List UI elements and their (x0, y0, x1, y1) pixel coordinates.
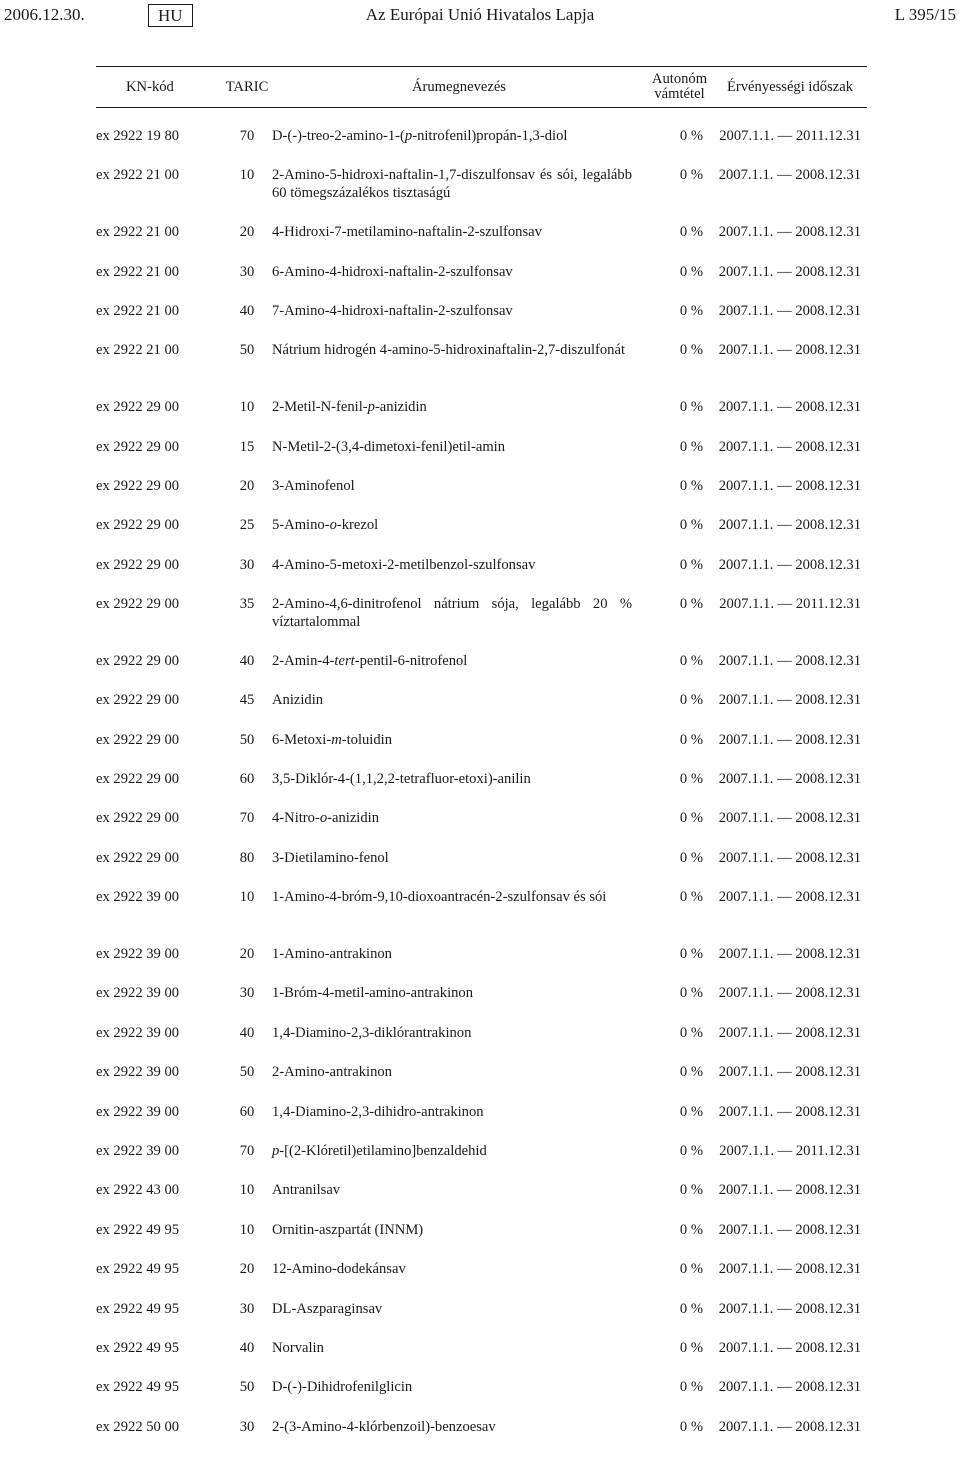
table-row (96, 166, 867, 223)
table-row (96, 1024, 867, 1063)
validity-period-cell: 2007.1.1. — 2008.12.31 (718, 1300, 861, 1317)
cn-code-cell: ex 2922 39 00 (96, 1064, 180, 1081)
validity-period-cell: 2007.1.1. — 2008.12.31 (718, 1103, 861, 1120)
description-cell: 2-(3-Amino-4-klórbenzoil)-benzoesav (272, 1418, 496, 1435)
description-cell: 2-Amino-4,6-dinitrofenol nátrium sója, legalább 20 % víztartalommal (272, 596, 632, 631)
validity-period-cell: 2007.1.1. — 2008.12.31 (718, 1024, 861, 1041)
duty-rate-cell: 0 % (679, 1182, 703, 1199)
cn-code-cell: ex 2922 39 00 (96, 1143, 180, 1159)
validity-period-cell: 2007.1.1. — 2008.12.31 (718, 985, 861, 1002)
table-row (96, 731, 867, 770)
cn-code-cell: ex 2922 49 95 (96, 1300, 180, 1317)
duty-rate-cell: 0 % (679, 477, 703, 494)
column-header-description: Árumegnevezés (272, 67, 646, 108)
description-cell: Antranilsav (272, 1182, 341, 1199)
description-cell: 1-Amino-antrakinon (272, 946, 392, 963)
validity-period-cell: 2007.1.1. — 2011.12.31 (719, 1143, 861, 1159)
cn-code-cell: ex 2922 29 00 (96, 692, 180, 709)
validity-period-cell: 2007.1.1. — 2008.12.31 (718, 224, 861, 241)
table-row (96, 556, 867, 595)
validity-period-cell: 2007.1.1. — 2008.12.31 (718, 1064, 861, 1081)
validity-period-cell: 2007.1.1. — 2008.12.31 (718, 263, 861, 280)
validity-period-cell: 2007.1.1. — 2011.12.31 (719, 596, 861, 613)
validity-period-cell: 2007.1.1. — 2011.12.31 (719, 128, 861, 144)
validity-period-cell: 2007.1.1. — 2008.12.31 (718, 771, 861, 788)
description-cell: 4-Hidroxi-7-metilamino-naftalin-2-szulfonsav (272, 224, 542, 241)
journal-title: Az Európai Unió Hivatalos Lapja (365, 5, 595, 24)
taric-code-cell: 25 (239, 517, 255, 534)
table-row (96, 1103, 867, 1142)
duty-rate-cell: 0 % (679, 263, 703, 280)
table-row (96, 398, 867, 437)
table-row (96, 691, 867, 730)
description-cell: DL-Aszparaginsav (272, 1300, 383, 1317)
column-header-duty-rate: Autonóm vámtétel (646, 67, 713, 108)
cn-code-cell: ex 2922 39 00 (96, 1024, 180, 1041)
cn-code-cell: ex 2922 50 00 (96, 1418, 180, 1435)
table-row (96, 652, 867, 691)
cn-code-cell: ex 2922 21 00 (96, 302, 180, 319)
description-cell: 1,4-Diamino-2,3-diklórantrakinon (272, 1024, 472, 1041)
table-row (96, 341, 867, 398)
taric-code-cell: 30 (239, 556, 255, 573)
taric-code-cell: 30 (239, 1418, 255, 1435)
validity-period-cell: 2007.1.1. — 2008.12.31 (718, 302, 861, 319)
duty-rate-cell: 0 % (679, 1221, 703, 1238)
duty-rate-cell: 0 % (679, 128, 703, 144)
publication-date: 2006.12.30. (4, 5, 85, 24)
tariff-table (96, 66, 867, 1457)
table-row (96, 888, 867, 945)
cn-code-cell: ex 2922 49 95 (96, 1379, 180, 1396)
description-cell: Anizidin (272, 692, 324, 709)
description-cell: 3-Dietilamino-fenol (272, 849, 389, 866)
cn-code-cell: ex 2922 29 00 (96, 399, 180, 416)
taric-code-cell: 70 (239, 810, 255, 827)
duty-rate-cell: 0 % (679, 771, 703, 788)
taric-code-cell: 50 (239, 342, 255, 359)
taric-code-cell: 40 (239, 652, 255, 669)
description-cell: 1,4-Diamino-2,3-dihidro-antrakinon (272, 1103, 484, 1120)
table-row (96, 1063, 867, 1102)
taric-code-cell: 40 (239, 1024, 255, 1041)
duty-rate-cell: 0 % (679, 556, 703, 573)
duty-rate-cell: 0 % (679, 1024, 703, 1041)
table-row (96, 438, 867, 477)
description-cell: 4-Amino-5-metoxi-2-metilbenzol-szulfonsav (272, 556, 536, 573)
duty-rate-cell: 0 % (679, 985, 703, 1002)
taric-code-cell: 40 (239, 302, 255, 319)
duty-rate-cell: 0 % (679, 342, 703, 359)
taric-code-cell: 20 (239, 224, 255, 241)
cn-code-cell: ex 2922 29 00 (96, 477, 180, 494)
description-cell: 3-Aminofenol (272, 477, 355, 494)
cn-code-cell: ex 2922 21 00 (96, 342, 180, 359)
validity-period-cell: 2007.1.1. — 2008.12.31 (718, 1379, 861, 1396)
cn-code-cell: ex 2922 29 00 (96, 556, 180, 573)
cn-code-cell: ex 2922 21 00 (96, 167, 180, 184)
table-row (96, 595, 867, 652)
duty-rate-cell: 0 % (679, 167, 703, 184)
cn-code-cell: ex 2922 29 00 (96, 810, 180, 827)
description-cell: 4-Nitro-o-anizidin (272, 810, 379, 827)
duty-rate-cell: 0 % (679, 517, 703, 534)
table-row (96, 1339, 867, 1378)
duty-rate-cell: 0 % (679, 849, 703, 866)
duty-rate-cell: 0 % (679, 1261, 703, 1278)
description-cell: 2-Amino-antrakinon (272, 1064, 392, 1081)
taric-code-cell: 20 (239, 1261, 255, 1278)
validity-period-cell: 2007.1.1. — 2008.12.31 (718, 1182, 861, 1199)
table-row (96, 302, 867, 341)
description-cell: 6-Metoxi-m-toluidin (272, 731, 393, 748)
duty-rate-cell: 0 % (679, 302, 703, 319)
validity-period-cell: 2007.1.1. — 2008.12.31 (718, 167, 861, 184)
description-cell: Nátrium hidrogén 4-amino-5-hidroxinaftalin-2,7-diszulfonát (272, 342, 625, 359)
taric-code-cell: 15 (239, 438, 255, 455)
duty-rate-cell: 0 % (679, 692, 703, 709)
validity-period-cell: 2007.1.1. — 2008.12.31 (718, 810, 861, 827)
taric-code-cell: 80 (239, 849, 255, 866)
table-row (96, 223, 867, 262)
taric-code-cell: 10 (239, 1221, 255, 1238)
taric-code-cell: 30 (239, 985, 255, 1002)
validity-period-cell: 2007.1.1. — 2008.12.31 (718, 652, 861, 669)
description-cell: 1-Bróm-4-metil-amino-antrakinon (272, 985, 474, 1002)
cn-code-cell: ex 2922 29 00 (96, 438, 180, 455)
taric-code-cell: 30 (239, 263, 255, 280)
validity-period-cell: 2007.1.1. — 2008.12.31 (718, 692, 861, 709)
description-cell: D-(-)-Dihidrofenilglicin (272, 1379, 413, 1396)
cn-code-cell: ex 2922 39 00 (96, 889, 180, 906)
validity-period-cell: 2007.1.1. — 2008.12.31 (718, 517, 861, 534)
validity-period-cell: 2007.1.1. — 2008.12.31 (718, 477, 861, 494)
validity-period-cell: 2007.1.1. — 2008.12.31 (718, 1418, 861, 1435)
taric-code-cell: 50 (239, 1064, 255, 1081)
duty-rate-cell: 0 % (679, 596, 703, 613)
description-cell: 3,5-Diklór-4-(1,1,2,2-tetrafluor-etoxi)-anilin (272, 771, 531, 788)
duty-rate-cell: 0 % (679, 399, 703, 416)
cn-code-cell: ex 2922 39 00 (96, 1103, 180, 1120)
description-cell: 5-Amino-o-krezol (272, 517, 379, 534)
duty-rate-cell: 0 % (679, 438, 703, 455)
validity-period-cell: 2007.1.1. — 2008.12.31 (718, 438, 861, 455)
table-row (96, 263, 867, 302)
taric-code-cell: 50 (239, 731, 255, 748)
description-cell: 12-Amino-dodekánsav (272, 1261, 406, 1278)
description-cell: 2-Amin-4-tert-pentil-6-nitrofenol (272, 652, 468, 669)
cn-code-cell: ex 2922 49 95 (96, 1221, 180, 1238)
table-row (96, 1418, 867, 1457)
table-header-row (96, 67, 867, 108)
table-row (96, 1142, 867, 1181)
cn-code-cell: ex 2922 29 00 (96, 731, 180, 748)
taric-code-cell: 45 (239, 692, 255, 709)
duty-rate-cell: 0 % (679, 652, 703, 669)
taric-code-cell: 60 (239, 771, 255, 788)
validity-period-cell: 2007.1.1. — 2008.12.31 (718, 399, 861, 416)
taric-code-cell: 40 (239, 1339, 255, 1356)
taric-code-cell: 50 (239, 1379, 255, 1396)
cn-code-cell: ex 2922 29 00 (96, 652, 180, 669)
description-cell: p-[(2-Klóretil)etilamino]benzaldehid (272, 1143, 487, 1159)
validity-period-cell: 2007.1.1. — 2008.12.31 (718, 1339, 861, 1356)
taric-code-cell: 10 (239, 167, 255, 184)
cn-code-cell: ex 2922 21 00 (96, 224, 180, 241)
cn-code-cell: ex 2922 39 00 (96, 985, 180, 1002)
validity-period-cell: 2007.1.1. — 2008.12.31 (718, 1261, 861, 1278)
duty-rate-cell: 0 % (679, 224, 703, 241)
cn-code-cell: ex 2922 29 00 (96, 596, 180, 613)
duty-rate-cell: 0 % (679, 1379, 703, 1396)
table-row (96, 1378, 867, 1417)
table-row (96, 1260, 867, 1299)
description-cell: D-(-)-treo-2-amino-1-(p-nitrofenil)propán-1,3-diol (272, 128, 568, 144)
cn-code-cell: ex 2922 19 80 (96, 128, 180, 144)
taric-code-cell: 20 (239, 946, 255, 963)
validity-period-cell: 2007.1.1. — 2008.12.31 (718, 342, 861, 359)
duty-rate-cell: 0 % (679, 810, 703, 827)
validity-period-cell: 2007.1.1. — 2008.12.31 (718, 1221, 861, 1238)
validity-period-cell: 2007.1.1. — 2008.12.31 (718, 849, 861, 866)
table-row (96, 770, 867, 809)
cn-code-cell: ex 2922 39 00 (96, 946, 180, 963)
column-header-cn-code: KN-kód (96, 67, 222, 108)
taric-code-cell: 20 (239, 477, 255, 494)
duty-rate-cell: 0 % (679, 1300, 703, 1317)
cn-code-cell: ex 2922 49 95 (96, 1339, 180, 1356)
description-cell: Norvalin (272, 1339, 324, 1356)
cn-code-cell: ex 2922 29 00 (96, 849, 180, 866)
description-cell: N-Metil-2-(3,4-dimetoxi-fenil)etil-amin (272, 438, 506, 455)
validity-period-cell: 2007.1.1. — 2008.12.31 (718, 889, 861, 906)
taric-code-cell: 60 (239, 1103, 255, 1120)
duty-rate-cell: 0 % (679, 1064, 703, 1081)
description-cell: 7-Amino-4-hidroxi-naftalin-2-szulfonsav (272, 302, 513, 319)
cn-code-cell: ex 2922 43 00 (96, 1182, 180, 1199)
language-code-box: HU (148, 4, 193, 27)
table-row (96, 1300, 867, 1339)
taric-code-cell: 70 (239, 128, 255, 144)
taric-code-cell: 70 (239, 1143, 255, 1159)
description-cell: 2-Metil-N-fenil-p-anizidin (272, 399, 427, 416)
table-row (96, 1221, 867, 1260)
taric-code-cell: 10 (239, 1182, 255, 1199)
table-row (96, 1181, 867, 1220)
validity-period-cell: 2007.1.1. — 2008.12.31 (718, 946, 861, 963)
table-row (96, 516, 867, 555)
taric-code-cell: 10 (239, 889, 255, 906)
taric-code-cell: 10 (239, 399, 255, 416)
duty-rate-cell: 0 % (679, 889, 703, 906)
cn-code-cell: ex 2922 21 00 (96, 263, 180, 280)
cn-code-cell: ex 2922 29 00 (96, 517, 180, 534)
duty-rate-cell: 0 % (679, 946, 703, 963)
description-cell: 1-Amino-4-bróm-9,10-dioxoantracén-2-szulfonsav és sói (272, 889, 607, 906)
table-row (96, 945, 867, 984)
description-cell: 6-Amino-4-hidroxi-naftalin-2-szulfonsav (272, 263, 513, 280)
page-number: L 395/15 (894, 5, 956, 24)
taric-code-cell: 30 (239, 1300, 255, 1317)
duty-rate-cell: 0 % (679, 1418, 703, 1435)
duty-rate-cell: 0 % (679, 1143, 703, 1159)
cn-code-cell: ex 2922 29 00 (96, 771, 180, 788)
taric-code-cell: 35 (239, 596, 255, 613)
description-cell: Ornitin-aszpartát (INNM) (272, 1221, 424, 1238)
table-row (96, 477, 867, 516)
duty-rate-cell: 0 % (679, 731, 703, 748)
table-row (96, 809, 867, 848)
cn-code-cell: ex 2922 49 95 (96, 1261, 180, 1278)
validity-period-cell: 2007.1.1. — 2008.12.31 (718, 731, 861, 748)
page-header (0, 4, 960, 28)
duty-rate-cell: 0 % (679, 1103, 703, 1120)
duty-rate-cell: 0 % (679, 1339, 703, 1356)
table-row (96, 984, 867, 1023)
column-header-validity-period: Érvényességi időszak (713, 67, 867, 108)
validity-period-cell: 2007.1.1. — 2008.12.31 (718, 556, 861, 573)
column-header-taric: TARIC (222, 67, 272, 108)
description-cell: 2-Amino-5-hidroxi-naftalin-1,7-diszulfonsav és sói, legalább 60 tömegszázalékos tisztaságú (272, 167, 632, 202)
table-row (96, 108, 867, 167)
table-row (96, 849, 867, 888)
